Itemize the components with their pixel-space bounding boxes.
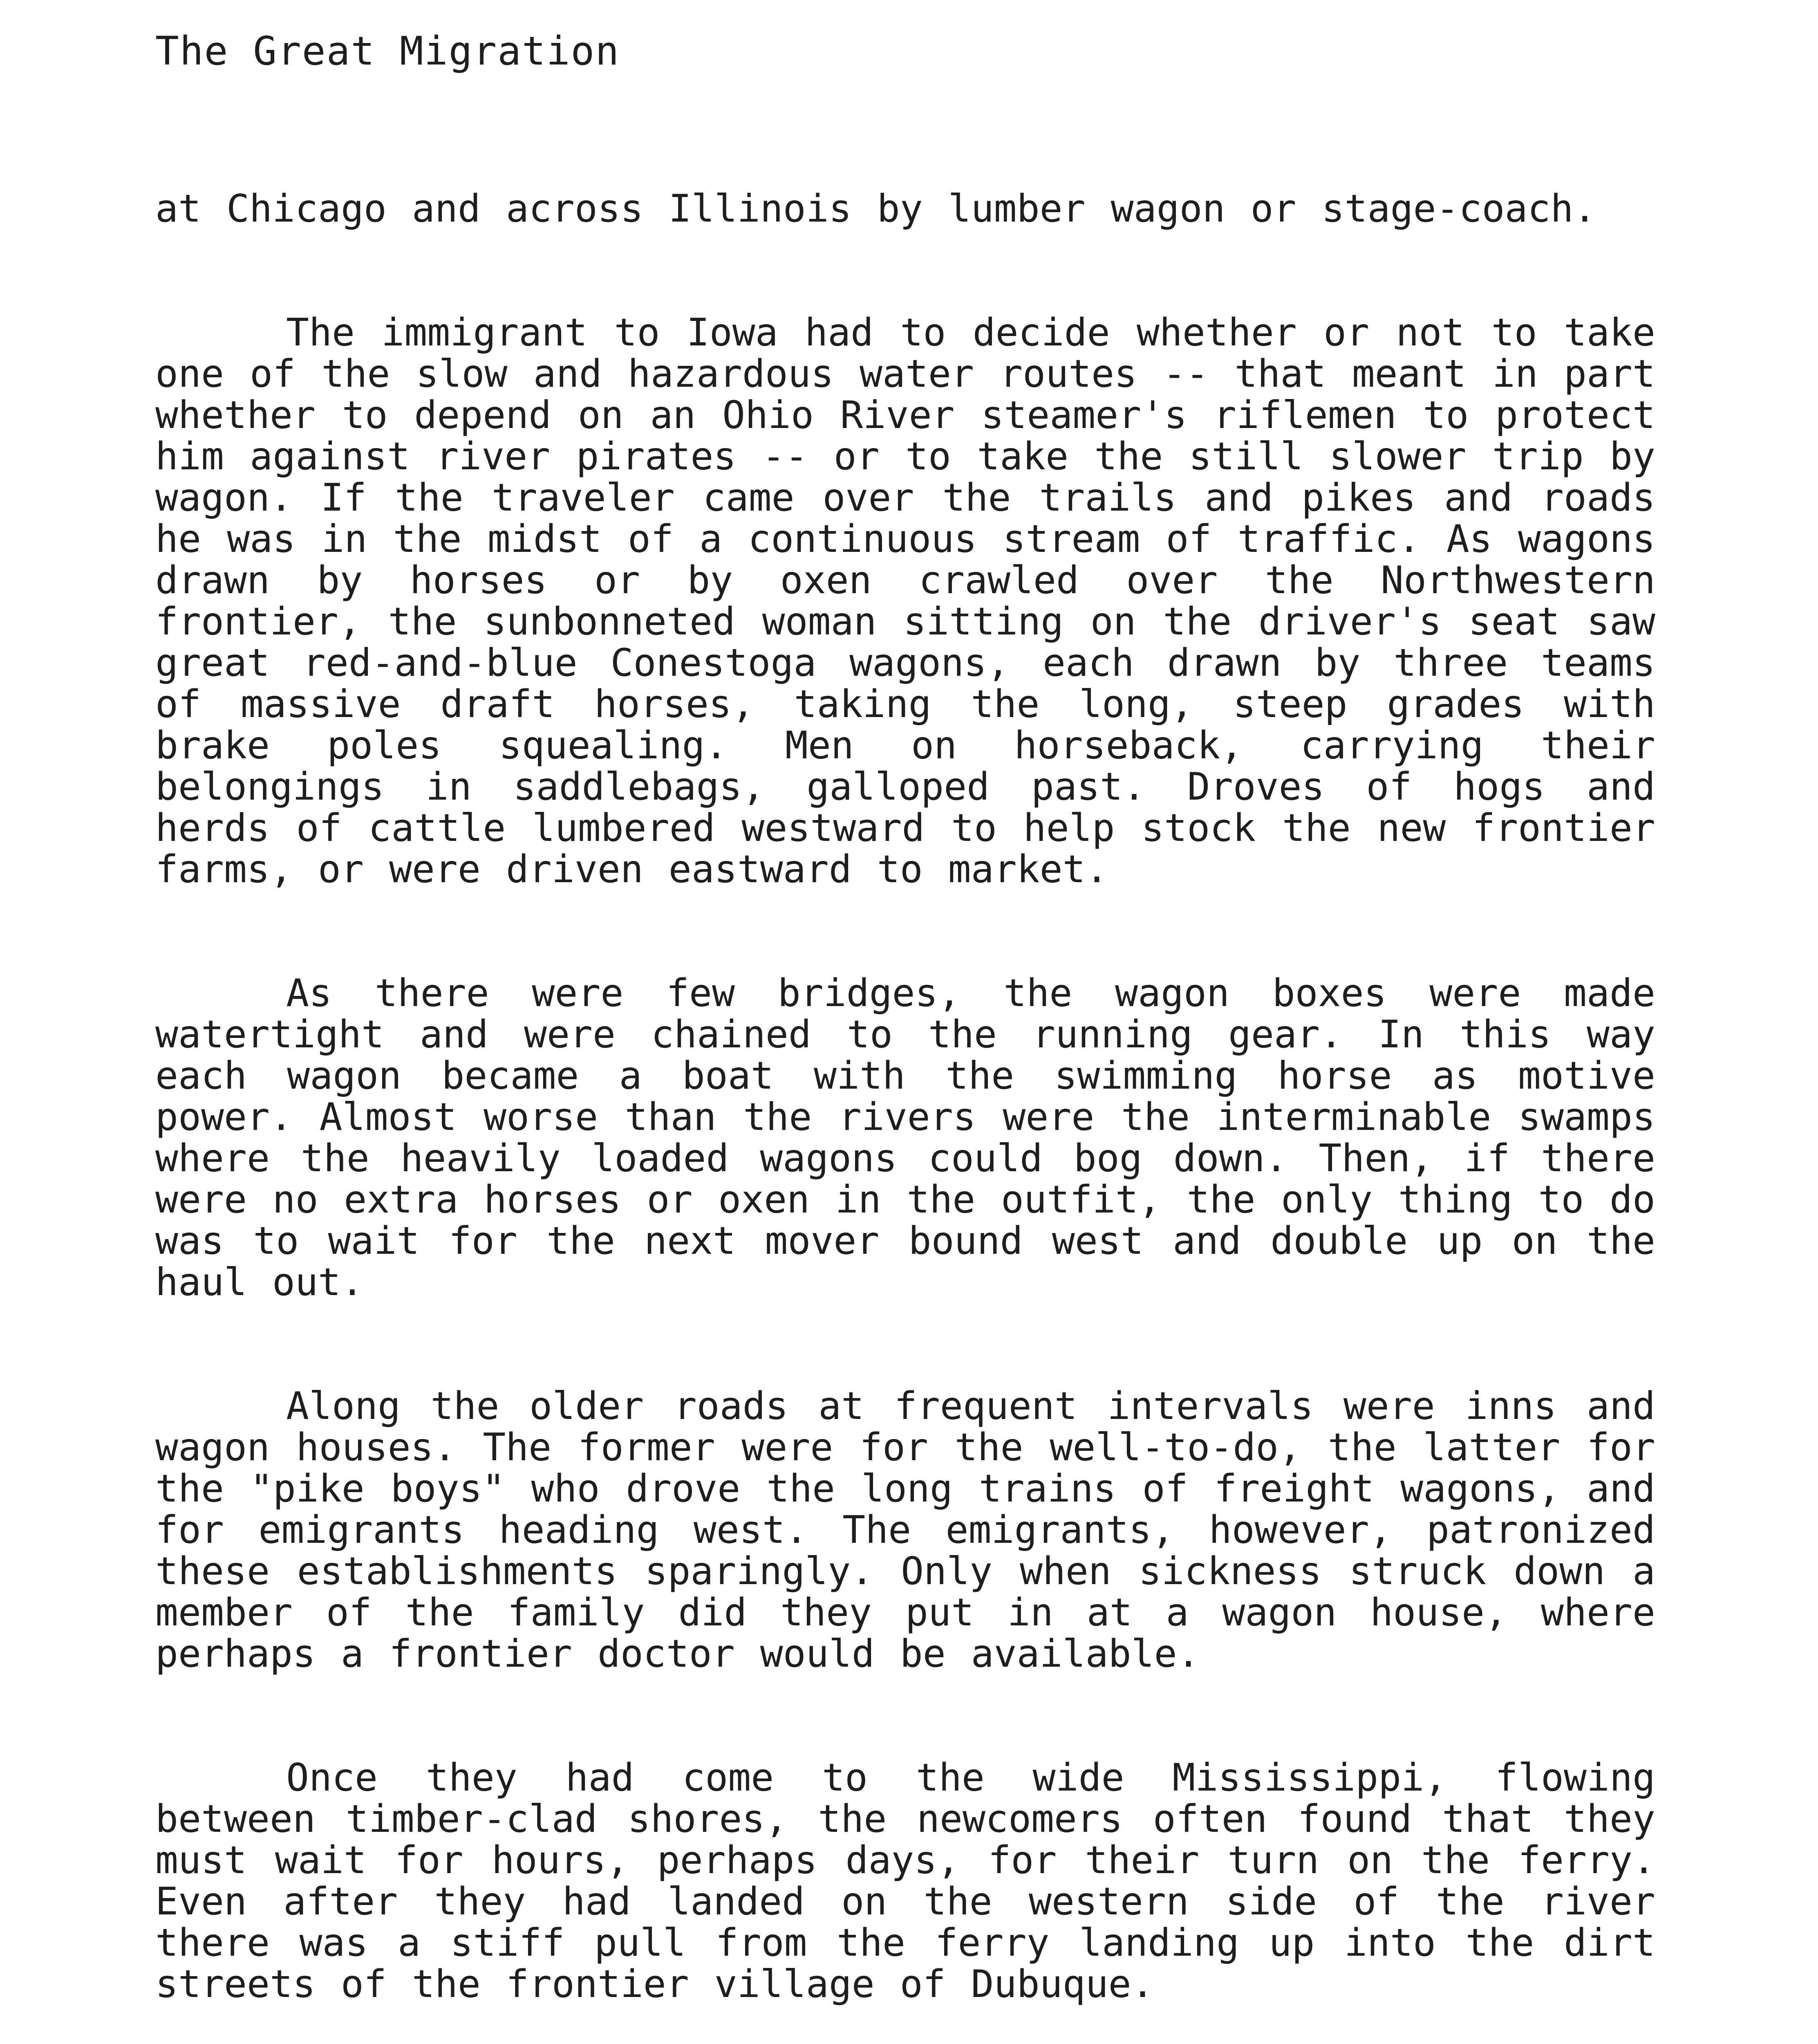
body-text [155, 188, 1655, 2044]
paragraph-2: The immigrant to Iowa had to decide whether or not to take one of the slow and hazardous water routes -- that meant in part whether to depend on an Ohio River steamer's riflemen to protect him against river pirates -- or to take the still slower trip by wagon. If the traveler came over the trails and pikes and roads he was in the midst of a continuous stream of traffic. As wagons drawn by horses or by oxen crawled over the Northwestern frontier, the sunbonneted woman sitting on the driver's seat saw great red-and-blue Conestoga wagons, each drawn by three teams of massive draft horses, taking the long, steep grades with brake poles squealing. Men on horseback, carrying their belongings in saddlebags, galloped past. Droves of hogs and herds of cattle lumbered westward to help stock the new frontier farms, or were driven eastward to market. [155, 310, 1655, 891]
paragraph-1: at Chicago and across Illinois by lumber wagon or stage-coach. [155, 186, 1596, 231]
paragraph-3: As there were few bridges, the wagon boxes were made watertight and were chained to the running gear. In this way each wagon became a boat with the swimming horse as motive power. Almost worse than the rivers were the interminable swamps where the heavily loaded wagons could bog down. Then, if there were no extra horses or oxen in the outfit, the only thing to do was to wait for the next mover bound west and double up on the haul out. [155, 971, 1655, 1304]
running-header: The Great Migration [155, 28, 620, 74]
paragraph-4: Along the older roads at frequent intervals were inns and wagon houses. The former were for the well-to-do, the latter for the "pike boys" who drove the long trains of freight wagons, and for emigrants heading west. The emigrants, however, patronized these establishments sparingly. Only when sickness struck down a member of the family did they put in at a wagon house, where perhaps a frontier doctor would be available. [155, 1384, 1655, 1676]
paragraph-5: Once they had come to the wide Mississippi, flowing between timber-clad shores, the newcomers often found that they must wait for hours, perhaps days, for their turn on the ferry. Even after they had landed on the western side of the river there was a stiff pull from the ferry landing up into the dirt streets of the frontier village of Dubuque. [155, 1755, 1655, 2006]
